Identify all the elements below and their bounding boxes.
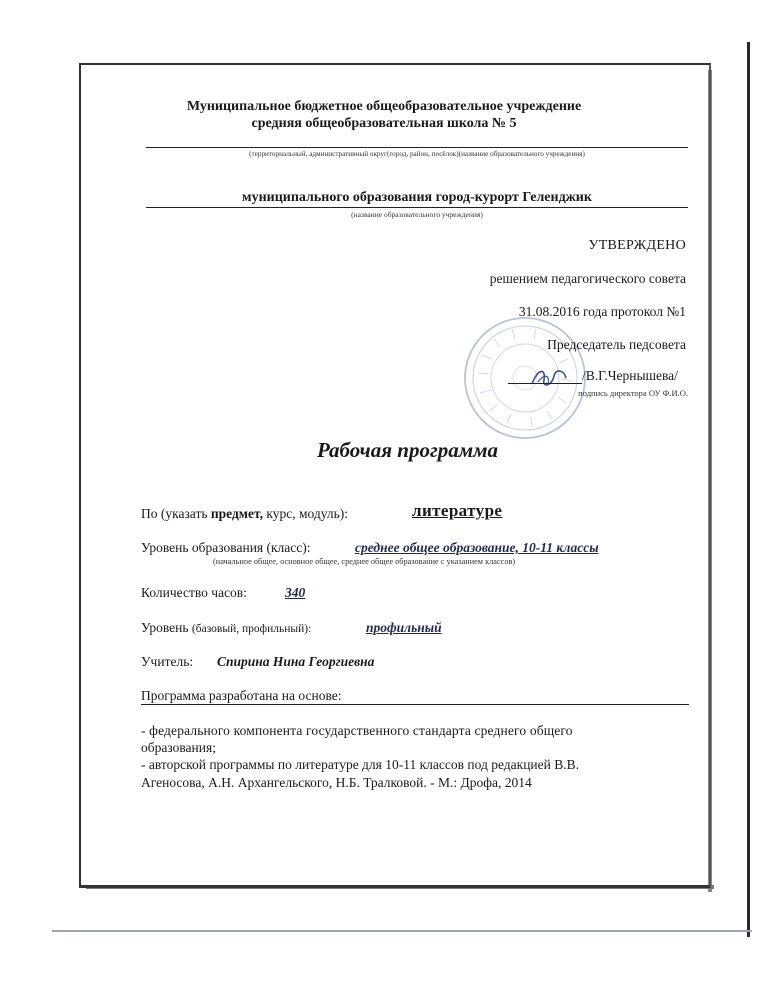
type-label-b: (базовый, профильный): bbox=[191, 623, 312, 635]
level-hint: (начальное общее, основное общее, среднее общее образование с указанием классов) bbox=[213, 557, 516, 566]
header-line-2: средняя общеобразовательная школа № 5 bbox=[251, 116, 517, 131]
level-value: среднее общее образование, 10-11 классы bbox=[355, 540, 599, 555]
subject-label-prefix: По (указать bbox=[141, 506, 211, 521]
document-title: Рабочая программа bbox=[317, 438, 498, 462]
approval-title: УТВЕРЖДЕНО bbox=[588, 238, 686, 253]
teacher-value: Спирина Нина Георгиевна bbox=[217, 654, 375, 669]
signature-mark bbox=[528, 364, 570, 392]
signature-name: /В.Г.Чернышева/ bbox=[582, 368, 678, 383]
approval-chairman: Председатель педсовета bbox=[547, 337, 686, 352]
basis-item2-line2: Агеносова, А.Н. Архангельского, Н.Б. Тралковой. - М.: Дрофа, 2014 bbox=[141, 775, 532, 790]
type-value: профильный bbox=[366, 620, 442, 635]
header-hint-2: (название образовательного учреждения) bbox=[351, 210, 483, 219]
level-label: Уровень образования (класс): bbox=[141, 540, 311, 555]
hours-label: Количество часов: bbox=[141, 585, 247, 600]
approval-date-protocol: 31.08.2016 года протокол №1 bbox=[518, 304, 686, 319]
basis-item2-line1: - авторской программы по литературе для 10-11 классов под редакцией В.В. bbox=[141, 757, 579, 772]
type-field bbox=[141, 620, 311, 636]
signature-hint: подпись директора ОУ Ф.И.О. bbox=[578, 388, 688, 398]
hours-value: 340 bbox=[285, 585, 306, 600]
basis-item1-line1: - федерального компонента государственного стандарта среднего общего bbox=[141, 723, 573, 738]
header-underline-2 bbox=[146, 207, 688, 208]
header-underline-1 bbox=[146, 147, 688, 148]
teacher-label: Учитель: bbox=[141, 654, 194, 669]
basis-label: Программа разработана на основе: bbox=[141, 688, 342, 703]
scan-edge-line bbox=[747, 42, 750, 937]
basis-item1-line2: образования; bbox=[141, 740, 216, 755]
scan-bottom-line bbox=[52, 930, 752, 932]
signature-line bbox=[508, 383, 582, 384]
approval-decision: решением педагогического совета bbox=[489, 271, 686, 286]
municipality-name: муниципального образования город-курорт Геленджик bbox=[242, 190, 592, 205]
subject-label-suffix: курс, модуль): bbox=[262, 506, 349, 521]
subject-field bbox=[141, 506, 348, 522]
type-label-a: Уровень bbox=[141, 620, 192, 635]
header-line-1: Муниципальное бюджетное общеобразовательное учреждение bbox=[186, 99, 582, 114]
subject-value: литературе bbox=[412, 501, 503, 520]
subject-label-bold: предмет, bbox=[210, 506, 263, 521]
basis-underline bbox=[141, 704, 689, 705]
header-hint-1: (территориальный, административный округ(город, район, посёлок)(название образовательного учреждения) bbox=[249, 150, 585, 158]
